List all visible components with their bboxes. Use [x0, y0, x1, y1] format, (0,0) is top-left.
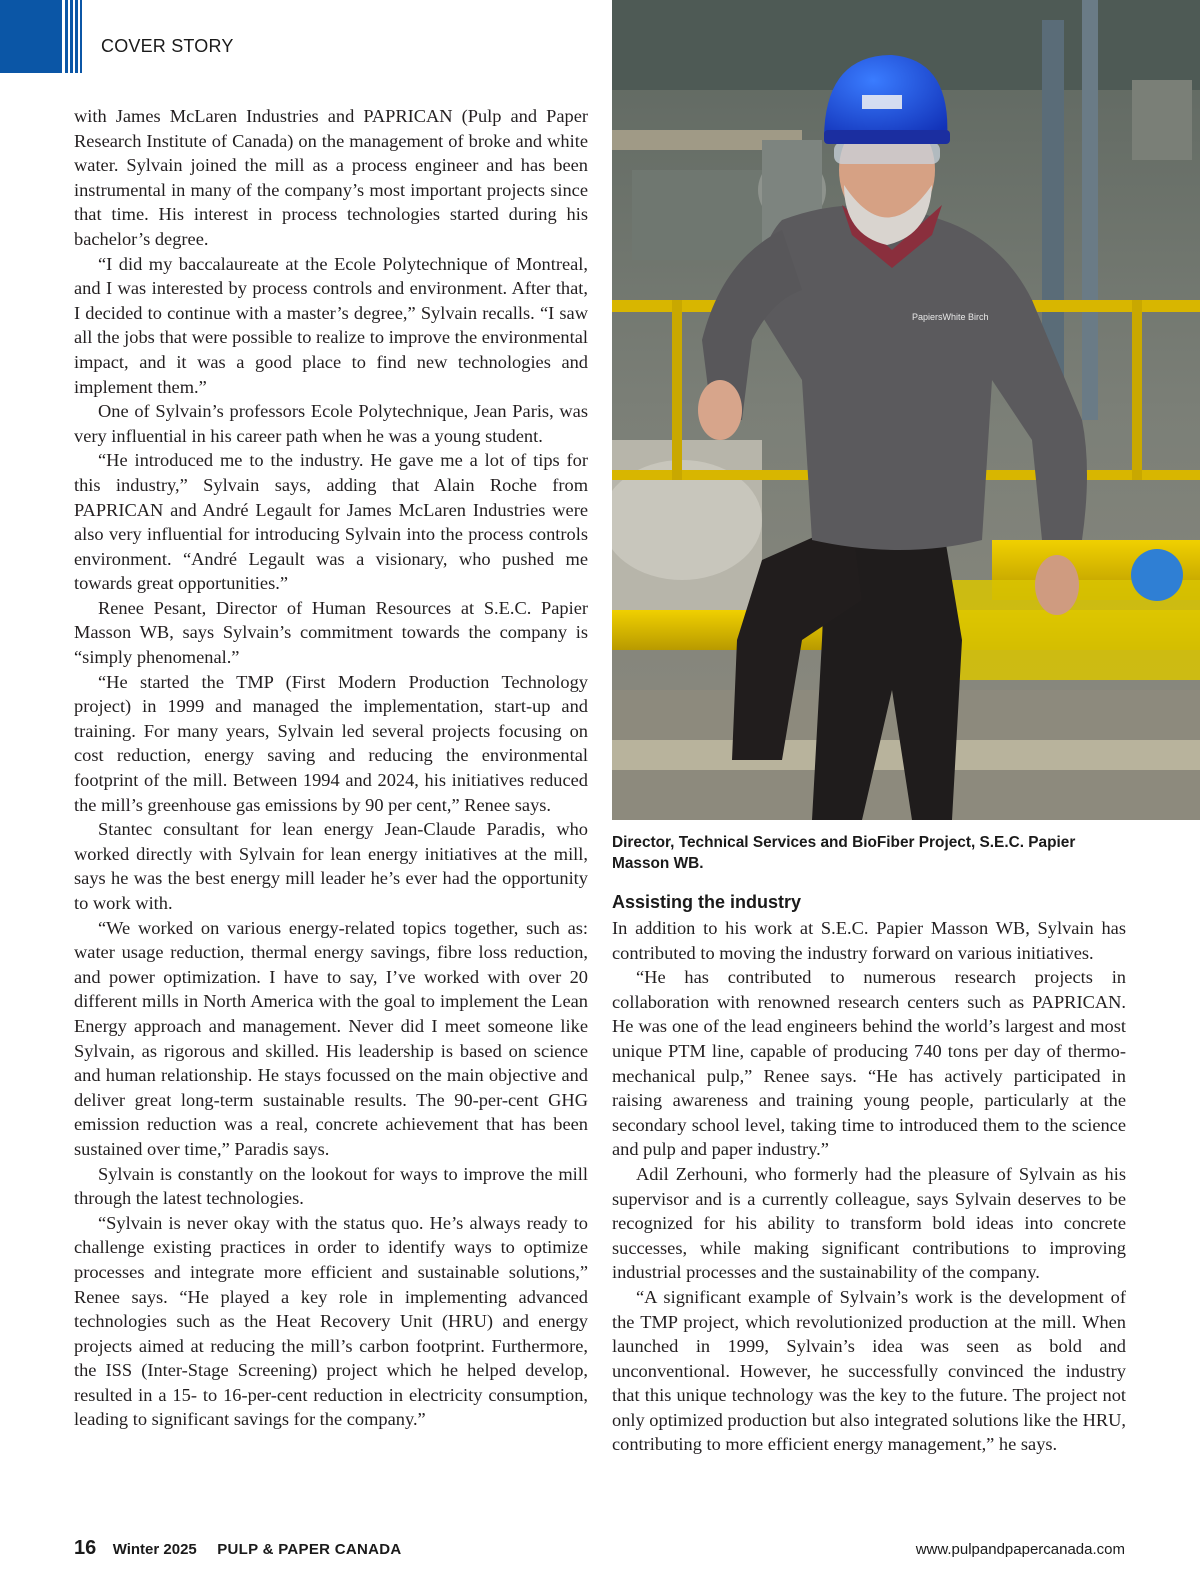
issue-date: Winter 2025 [112, 1541, 197, 1558]
paragraph: “He started the TMP (First Modern Production Technology project) in 1999 and managed the implementation, start-up and training. For many years, Sylvain led several projects focusing on cost reduction, energy saving and reducing the environmental footprint of the mill. Between 1994 and 2024, his initiatives reduced the mill’s greenhouse gas emissions by 90 per cent,” Renee says. [74, 671, 588, 815]
header-tab-stripe [65, 0, 68, 73]
magazine-title: PULP & PAPER CANADA [217, 1541, 402, 1558]
paragraph: with James McLaren Industries and PAPRICAN (Pulp and Paper Research Institute of Canada) on the management of broke and white water. Sylvain joined the mill as a process engineer and has been instrumental in many of the company’s most important projects since that time. His interest in process technologies started during his bachelor’s degree. [74, 106, 588, 249]
article-right-column [612, 916, 1126, 1457]
portrait-illustration [612, 0, 1200, 820]
shirt-logo-text: PapiersWhite Birch [912, 312, 989, 322]
website-link[interactable]: www.pulpandpapercanada.com [915, 1541, 1125, 1558]
paragraph: Sylvain is constantly on the lookout for ways to improve the mill through the latest technologies. [74, 1163, 588, 1209]
header-tab-block [0, 0, 62, 73]
paragraph: One of Sylvain’s professors Ecole Polytechnique, Jean Paris, was very influential in his career path when he was a young student. [74, 401, 588, 446]
page-number: 16 [74, 1537, 97, 1559]
paragraph: In addition to his work at S.E.C. Papier Masson WB, Sylvain has contributed to moving the industry forward on various initiatives. [612, 918, 1126, 963]
paragraph: Stantec consultant for lean energy Jean-Claude Paradis, who worked directly with Sylvain for lean energy initiatives at the mill, says he was the best energy mill leader he’s ever had the opportunity to work with. [74, 819, 588, 913]
paragraph: “We worked on various energy-related topics together, such as: water usage reduction, thermal energy savings, fibre loss reduction, and power optimization. I have to say, I’ve worked with over 20 different mills in North America with the goal to implement the Lean Energy approach and management. Never did I meet someone like Sylvain, as rigorous and skilled. His leadership is based on science and human relationship. He stays focussed on the main objective and deliver great long-term sustainable results. The 90-per-cent GHG emission reduction was a real, concrete achievement that has been sustained over time,” Paradis says. [74, 917, 588, 1159]
paragraph: “A significant example of Sylvain’s work is the development of the TMP project, which revolutionized production at the mill. When launched in 1999, Sylvain’s idea was seen as bold and unconventional. However, he successfully convinced the industry that this unique technology was the key to the future. The project not only optimized production but also integrated solutions like the HRU, contributing to more efficient energy management,” he says. [612, 1286, 1126, 1455]
header-tab-stripe [75, 0, 78, 73]
section-subhead: Assisting the industry [612, 892, 802, 912]
paragraph: “He introduced me to the industry. He gave me a lot of tips for this industry,” Sylvain says, adding that Alain Roche from PAPRICAN and André Legault for James McLaren Industries were also very influential for introducing Sylvain into the process controls environment. “André Legault was a visionary, who pushed me towards great opportunities.” [74, 450, 588, 594]
photo-caption: Director, Technical Services and BioFiber Project, S.E.C. Papier Masson WB. [612, 834, 1076, 872]
paragraph: “Sylvain is never okay with the status quo. He’s always ready to challenge existing practices in order to identify ways to optimize processes and integrate more efficient and sustainable solutions,” Renee says. “He played a key role in implementing advanced technologies such as the Heat Recovery Unit (HRU) and energy projects aimed at reducing the mill’s carbon footprint. Furthermore, the ISS (Inter-Stage Screening) project which he helped develop, resulted in a 15- to 16-per-cent reduction in electricity consumption, leading to significant savings for the company.” [74, 1212, 588, 1430]
paragraph: Renee Pesant, Director of Human Resources at S.E.C. Papier Masson WB, says Sylvain’s commitment towards the company is “simply phenomenal.” [74, 597, 588, 668]
section-label: COVER STORY [101, 36, 234, 56]
paragraph: “He has contributed to numerous research projects in collaboration with renowned research centers such as PAPRICAN. He was one of the lead engineers behind the world’s largest and most unique PTM line, capable of producing 740 tons per day of thermo-mechanical pulp,” Renee says. “He has actively participated in raising awareness and training young people, particularly at the secondary school level, taking time to introduced them to the science and pulp and paper industry.” [612, 967, 1126, 1160]
article-left-column [74, 104, 588, 1432]
header-tab-stripe [80, 0, 82, 73]
header-tab-stripe [70, 0, 73, 73]
paragraph: “I did my baccalaureate at the Ecole Polytechnique of Montreal, and I was interested by process controls and environment. After that, I decided to continue with a master’s degree,” Sylvain recalls. “I saw all the jobs that were possible to realize to improve the environmental impact, and it was a good place to find new technologies and implement them.” [74, 253, 588, 397]
page-footer [74, 1537, 402, 1560]
portrait-photo [612, 0, 1200, 820]
paragraph: Adil Zerhouni, who formerly had the pleasure of Sylvain as his supervisor and is a currently colleague, says Sylvain deserves to be recognized for his ability to transform bold ideas into concrete successes, while making significant contributions to improving industrial processes and the sustainability of the company. [612, 1163, 1126, 1283]
